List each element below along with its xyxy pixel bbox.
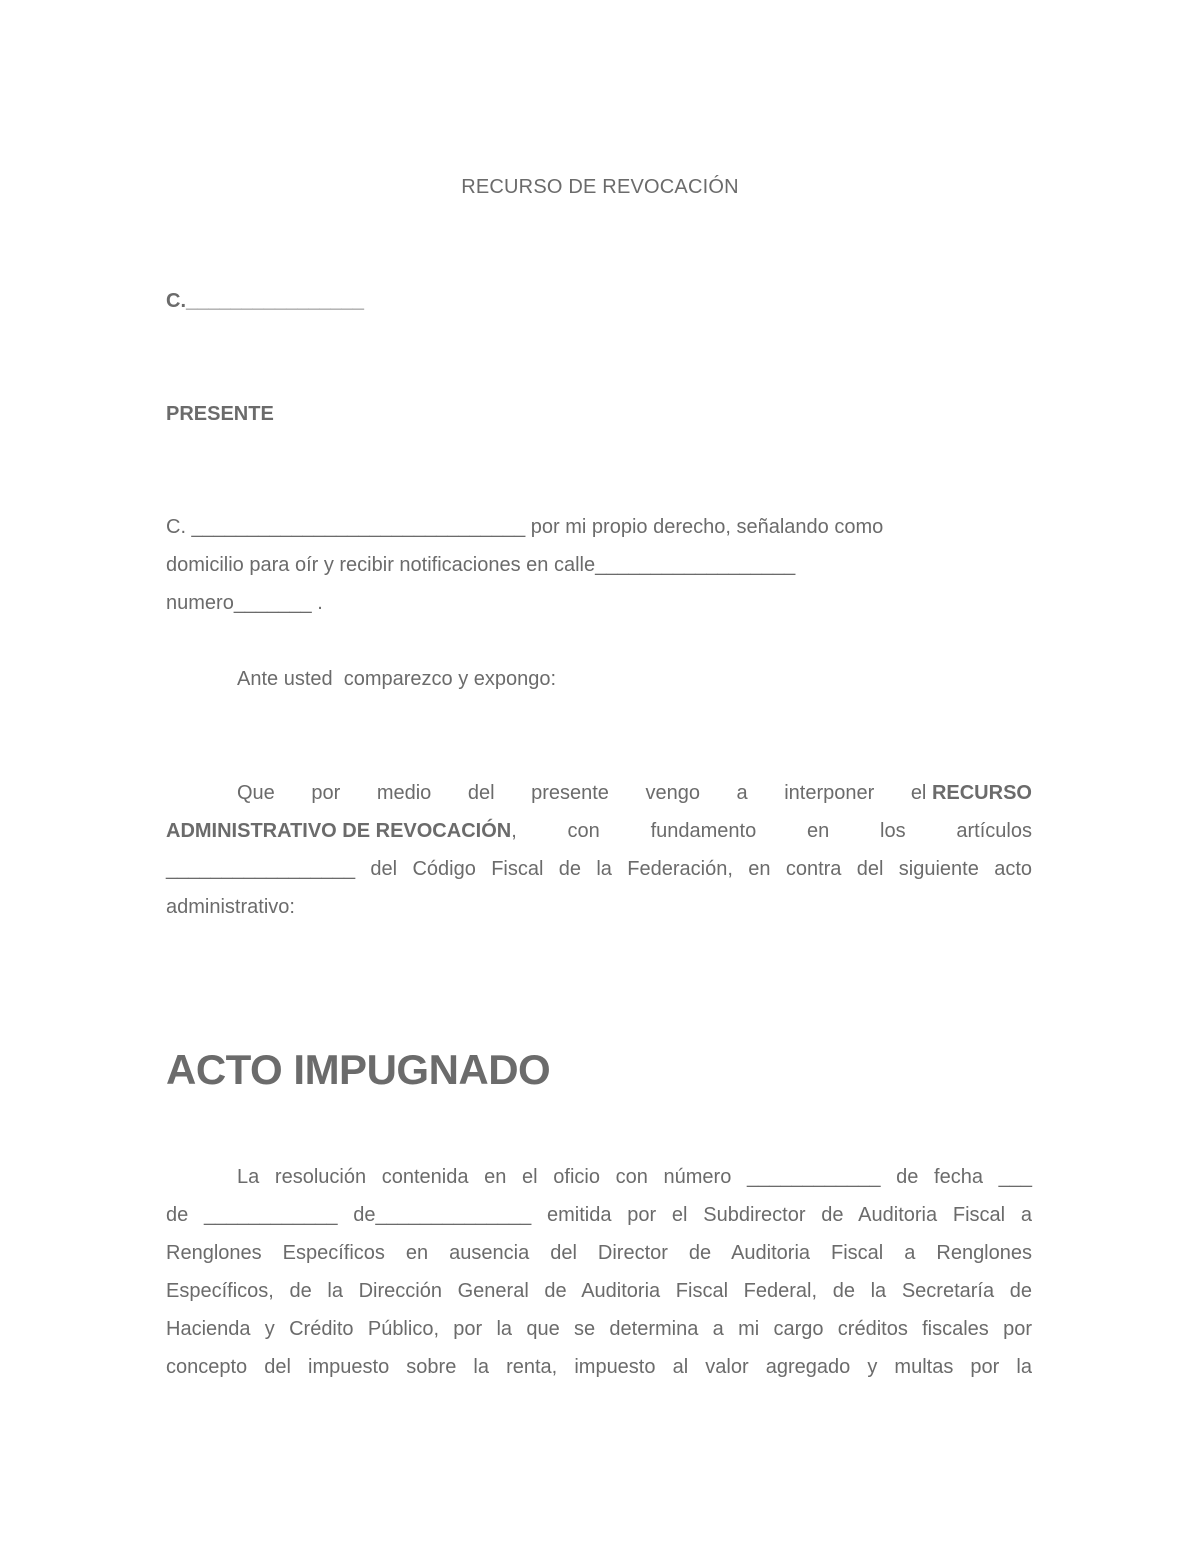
acto-paragraph (166, 1158, 1032, 1386)
acto-line-1: La resolución contenida en el oficio con número ____________ de fecha ___ (237, 1166, 1032, 1188)
acto-line-3: Renglones Específicos en ausencia del Director de Auditoria Fiscal a Renglones (166, 1242, 1032, 1264)
addressee-line: C.________________ (166, 290, 364, 312)
recurso-line-2: ADMINISTRATIVO DE REVOCACIÓN, con fundamento en los artículos (166, 820, 1032, 842)
recurso-line-4: administrativo: (166, 896, 295, 918)
recurso-line-1: Que por medio del presente vengo a interponer el RECURSO (237, 782, 1032, 804)
acto-line-5: Hacienda y Crédito Público, por la que se determina a mi cargo créditos fiscales por (166, 1318, 1032, 1340)
recurso-paragraph (166, 774, 1032, 926)
recurso-line-3: _________________ del Código Fiscal de la Federación, en contra del siguiente acto (166, 858, 1032, 880)
acto-line-6: concepto del impuesto sobre la renta, impuesto al valor agregado y multas por la (166, 1356, 1032, 1378)
greeting: PRESENTE (166, 403, 274, 425)
recurso-bold-title: ADMINISTRATIVO DE REVOCACIÓN (166, 820, 512, 842)
document-title: RECURSO DE REVOCACIÓN (461, 176, 739, 198)
intro-statement: Ante usted comparezco y expongo: (237, 668, 557, 690)
petitioner-line-2: domicilio para oír y recibir notificaciones en calle__________________ (166, 554, 796, 576)
acto-line-2: de ____________ de______________ emitida por el Subdirector de Auditoria Fiscal a (166, 1204, 1032, 1226)
petitioner-line-1: C. ______________________________ por mi propio derecho, señalando como (166, 516, 884, 538)
recurso-bold-term: RECURSO (931, 782, 1032, 804)
section-heading: ACTO IMPUGNADO (166, 1046, 551, 1093)
acto-line-4: Específicos, de la Dirección General de Auditoria Fiscal Federal, de la Secretaría de (166, 1280, 1032, 1302)
petitioner-line-3: numero_______ . (166, 592, 323, 614)
